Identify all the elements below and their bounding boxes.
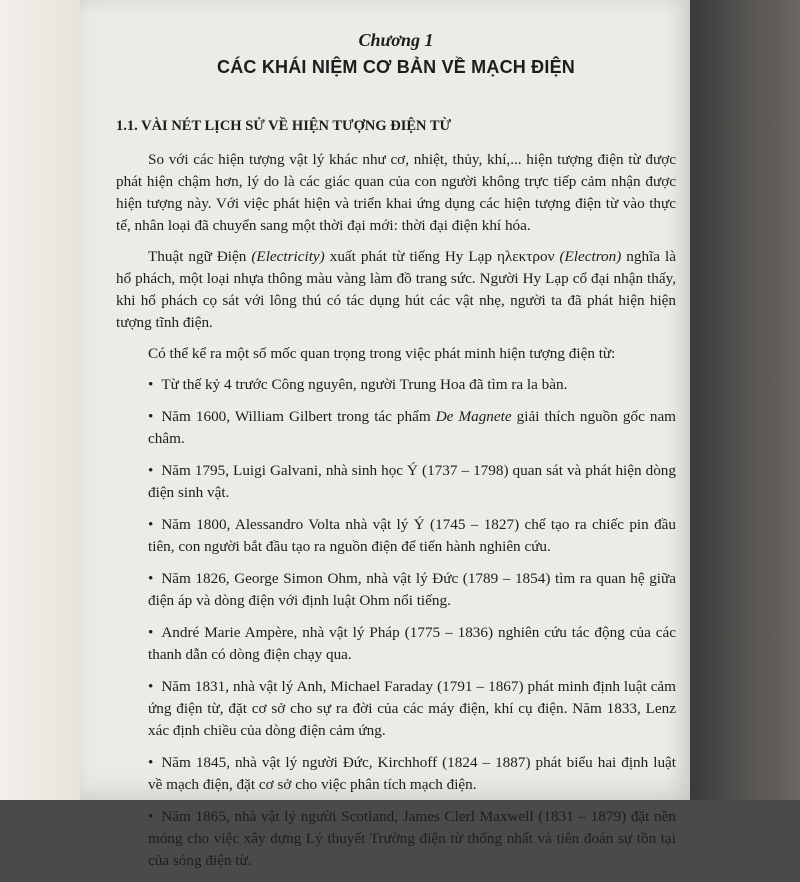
chapter-title: CÁC KHÁI NIỆM CƠ BẢN VỀ MẠCH ĐIỆN	[217, 57, 575, 77]
paragraph-intro: So với các hiện tượng vật lý khác như cơ, nhiệt, thủy, khí,... hiện tượng điện từ được phát hiện chậm hơn, lý do là các giác quan của con người không trực tiếp cảm nhận được hiện tượng này. Với việc phát hiện và triển khai ứng dụng các hiện tượng điện từ vào thực tế, nhân loại đã chuyển sang một thời đại mới: thời đại điện khí hóa.	[116, 151, 676, 234]
term-electron: (Electron)	[559, 248, 622, 265]
bullet-icon: •	[148, 376, 154, 393]
list-item	[116, 676, 676, 742]
list-item-text: André Marie Ampère, nhà vật lý Pháp (1775 – 1836) nghiên cứu tác động của các thanh dẫn có dòng điện chạy qua.	[148, 624, 676, 663]
list-item-text: Năm 1826, George Simon Ohm, nhà vật lý Đức (1789 – 1854) tìm ra quan hệ giữa điện áp và dòng điện với định luật Ohm nổi tiếng.	[148, 570, 676, 609]
table-background-left	[0, 0, 80, 800]
list-item	[116, 568, 676, 612]
list-item-text: Năm 1845, nhà vật lý người Đức, Kirchhoff (1824 – 1887) phát biểu hai định luật về mạch điện, đặt cơ sở cho việc phân tích mạch điện.	[148, 754, 676, 793]
list-item	[116, 806, 676, 872]
table-background-right	[690, 0, 800, 800]
text-run: nghĩa là hổ phách, một loại nhựa thông màu vàng làm đồ trang sức. Người Hy Lạp cổ đại nhận thấy, khi hổ phách cọ sát với lông thú có tác dụng hút các vật nhẹ, người ta đã phát hiện hiện tượng tĩnh điện.	[116, 248, 677, 331]
list-item	[116, 622, 676, 666]
page-content	[116, 30, 676, 882]
bullet-icon: •	[148, 678, 154, 695]
list-item-text: Năm 1831, nhà vật lý Anh, Michael Faraday (1791 – 1867) phát minh định luật cảm ứng điện từ, đặt cơ sở cho sự ra đời của các máy điện, khí cụ điện. Năm 1833, Lenz xác định chiều của dòng điện cảm ứng.	[148, 678, 676, 739]
paragraph-electricity	[116, 246, 676, 334]
bullet-icon: •	[148, 624, 154, 641]
list-item-text: Năm 1795, Luigi Galvani, nhà sinh học Ý (1737 – 1798) quan sát và phát hiện dòng điện sinh vật.	[148, 462, 676, 501]
bullet-icon: •	[148, 516, 154, 533]
chapter-label: Chương 1	[358, 30, 434, 50]
list-item-text: Năm 1865, nhà vật lý người Scotland, James Clerl Maxwell (1831 – 1879) đặt nền móng cho việc xây dựng Lý thuyết Trường điện từ thống nhất và tiên đoán sự tồn tại của sóng điện từ.	[148, 808, 676, 869]
list-item	[116, 514, 676, 558]
bullet-icon: •	[148, 754, 154, 771]
list-item	[116, 374, 676, 396]
term-electricity: (Electricity)	[251, 248, 325, 265]
section-heading: 1.1. VÀI NÉT LỊCH SỬ VỀ HIỆN TƯỢNG ĐIỆN TỪ	[116, 118, 452, 134]
bullet-icon: •	[148, 462, 154, 479]
text-run: xuất phát từ tiếng Hy Lạp ηλεκτρον	[324, 248, 560, 265]
text-run: Thuật ngữ Điện	[148, 248, 252, 265]
list-item	[116, 460, 676, 504]
bullet-icon: •	[148, 570, 154, 587]
paragraph-milestones-intro: Có thể kể ra một số mốc quan trọng trong việc phát minh hiện tượng điện từ:	[148, 345, 616, 362]
book-title: De Magnete	[435, 408, 512, 425]
bullet-icon: •	[148, 408, 154, 425]
list-item	[116, 406, 676, 450]
list-item-text: Năm 1800, Alessandro Volta nhà vật lý Ý (1745 – 1827) chế tạo ra chiếc pin đầu tiên, con người bắt đầu tạo ra nguồn điện để tiến hành nghiên cứu.	[148, 516, 676, 555]
list-item-text: Năm 1600, William Gilbert trong tác phẩm	[161, 408, 436, 425]
list-item	[116, 752, 676, 796]
bullet-icon: •	[148, 808, 154, 825]
list-item-text: Từ thế kỷ 4 trước Công nguyên, người Trung Hoa đã tìm ra la bàn.	[161, 376, 568, 393]
book-page	[80, 0, 690, 869]
list-item-text: giải thích nguồn gốc nam châm.	[148, 408, 677, 447]
